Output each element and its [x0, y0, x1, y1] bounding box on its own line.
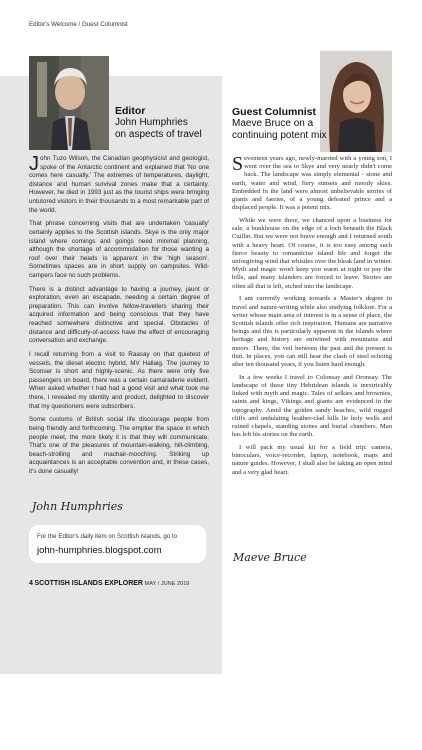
blog-link[interactable]: john-humphries.blogspot.com: [37, 545, 162, 556]
editor-heading: [115, 105, 215, 140]
guest-paragraph: I am currently working towards a Master's degree in travel and nature-writing while also studying folklore. For a writer whose main area of interest is in a sense of place, the Scottish islands offer rich inspiration. Humans are narrative beings and this is particularly apparent in the islands where heritage and history are entwined with mountains and moors. There, the veil between the past and the present is thin. In places, you can still hear the clash of steel echoing after ten thousand years, if you listen hard enough.: [232, 295, 392, 369]
section-kicker: Editor's Welcome / Guest Columnist: [29, 21, 128, 28]
editor-label: Editor: [115, 105, 146, 117]
editor-dropcap: J: [29, 153, 39, 175]
guest-paragraph: I will pack my usual kit for a field trip: camera, binoculars, voice-recorder, laptop, notebook, maps and nature guides. However, I shall also be taking an open mind and a very glad heart.: [232, 444, 392, 476]
guest-subtitle: continuing potent mix: [232, 129, 327, 141]
guest-dropcap: S: [232, 153, 244, 175]
editor-paragraph: John Tuzo Wilson, the Canadian geophysicist and geologist, spoke of the Antarctic continent and explained that 'No one comes here casually.' The extremes of temperatures, daylight, distance and human survival zones make that a certainty. However, he died in 1993 just as the tourist ships were bringing untutored visitors in their thousands to a most remarkable part of the world.: [29, 153, 209, 214]
guest-paragraph: While we were there, we chanced upon a business for sale, a bunkhouse on the edge of a loch beneath the Black Cuillin. But we were not brave enough and I returned south with a heavy heart. Of course, it is too easy among such fierce beauty to romanticise island life and forget the unforgiving wind that whistles over the bleak land in winter. Myth and magic won't keep you warm at night or pay the bills, and many islanders are forced to leave. Stories are often all that is left, etched into the landscape.: [232, 217, 392, 290]
editor-photo: [29, 56, 109, 150]
blog-link-intro: For the Editor's daily item on Scottish islands, go to: [37, 533, 178, 540]
editor-paragraph: There is a distinct advantage to having a journey, jaunt or exploration, even an escapade, needing a certain degree of preparation. This can involve fellow-travellers sharing their acquired information and being conscious that they have reached somewhere distinctive and special. Obstacles of distance and difficulty-of-access have the effect of encouraging conversation and exchange.: [29, 285, 209, 345]
page-footer: [29, 580, 189, 587]
guest-label: Guest Columnist: [232, 106, 317, 118]
editor-body: [29, 155, 209, 482]
publication-name: SCOTTISH ISLANDS EXPLORER: [34, 580, 143, 587]
guest-name: Maeve Bruce on a: [232, 118, 314, 129]
editor-paragraph: That phrase concerning visits that are undertaken 'casually' certainly applies to the Scottish islands. Skye is the only major island where comings and goings need minimal planning, although the shortage of accommodation for those wanting a roof over their heads is apparent in the 'high season'. Sometimes spaces are in short supply on campsites. Wild-campers face no such problems.: [29, 220, 209, 279]
guest-paragraph: In a few weeks I travel to Colonsay and Oronsay. The landscape of these tiny Hebridean islands is inextricably linked with myth and magic. Tales of selkies and brownies, saints and kings, Vikings and giants are evidenced in the topography. Amid the golden sandy beaches, wild rugged cliffs and undulating heather-clad hills lie holy wells and ruined chapels, standing stones and burial chambers. Man has left his stories on the earth.: [232, 373, 392, 439]
editor-signature: John Humphries: [32, 500, 123, 513]
guest-body: [232, 155, 392, 481]
guest-signature: Maeve Bruce: [233, 551, 307, 564]
editor-paragraph: I recall returning from a visit to Raasay on that quietest of vessels, the diesel electric hybrid, MV Hallaig. The journey to Sconser is short and highly-scenic. As there were only five passengers on board, there was a certain camaraderie evident. When asked whether I had had a good visit and what took me there, I revealed my identity and product, delighted to discover that my questioners were subscribers.: [29, 351, 209, 410]
page-number: 4: [29, 580, 33, 587]
issue-date: MAY / JUNE 2019: [144, 581, 190, 587]
guest-paragraph: Seventeen years ago, newly-married with a young son, I went over the sea to Skye and very nearly didn't come back. The landscape was simply elemental - stone and earth, water and wind, fiery sunsets and moody skies. Embedded in the land were almost unbelievable stories of giants and faeries, of a young defeated prince and a displaced people. It was a potent mix.: [232, 153, 392, 212]
guest-heading: [232, 106, 332, 141]
editor-subtitle: on aspects of travel: [115, 128, 202, 140]
editor-name: John Humphries: [115, 117, 188, 128]
blog-link-box: [29, 525, 206, 563]
editor-paragraph: Some customs of British social life discourage people from being friendly and forthcoming. The emptier the space in which people meet, the more likely it is that they will communicate. That's one of the pleasures of mountain-walking, hill-climbing, beach-strolling and machair-mooching. Striking up acquaintances is an acceptable convention and, in these cases, it's done casually!: [29, 416, 209, 475]
